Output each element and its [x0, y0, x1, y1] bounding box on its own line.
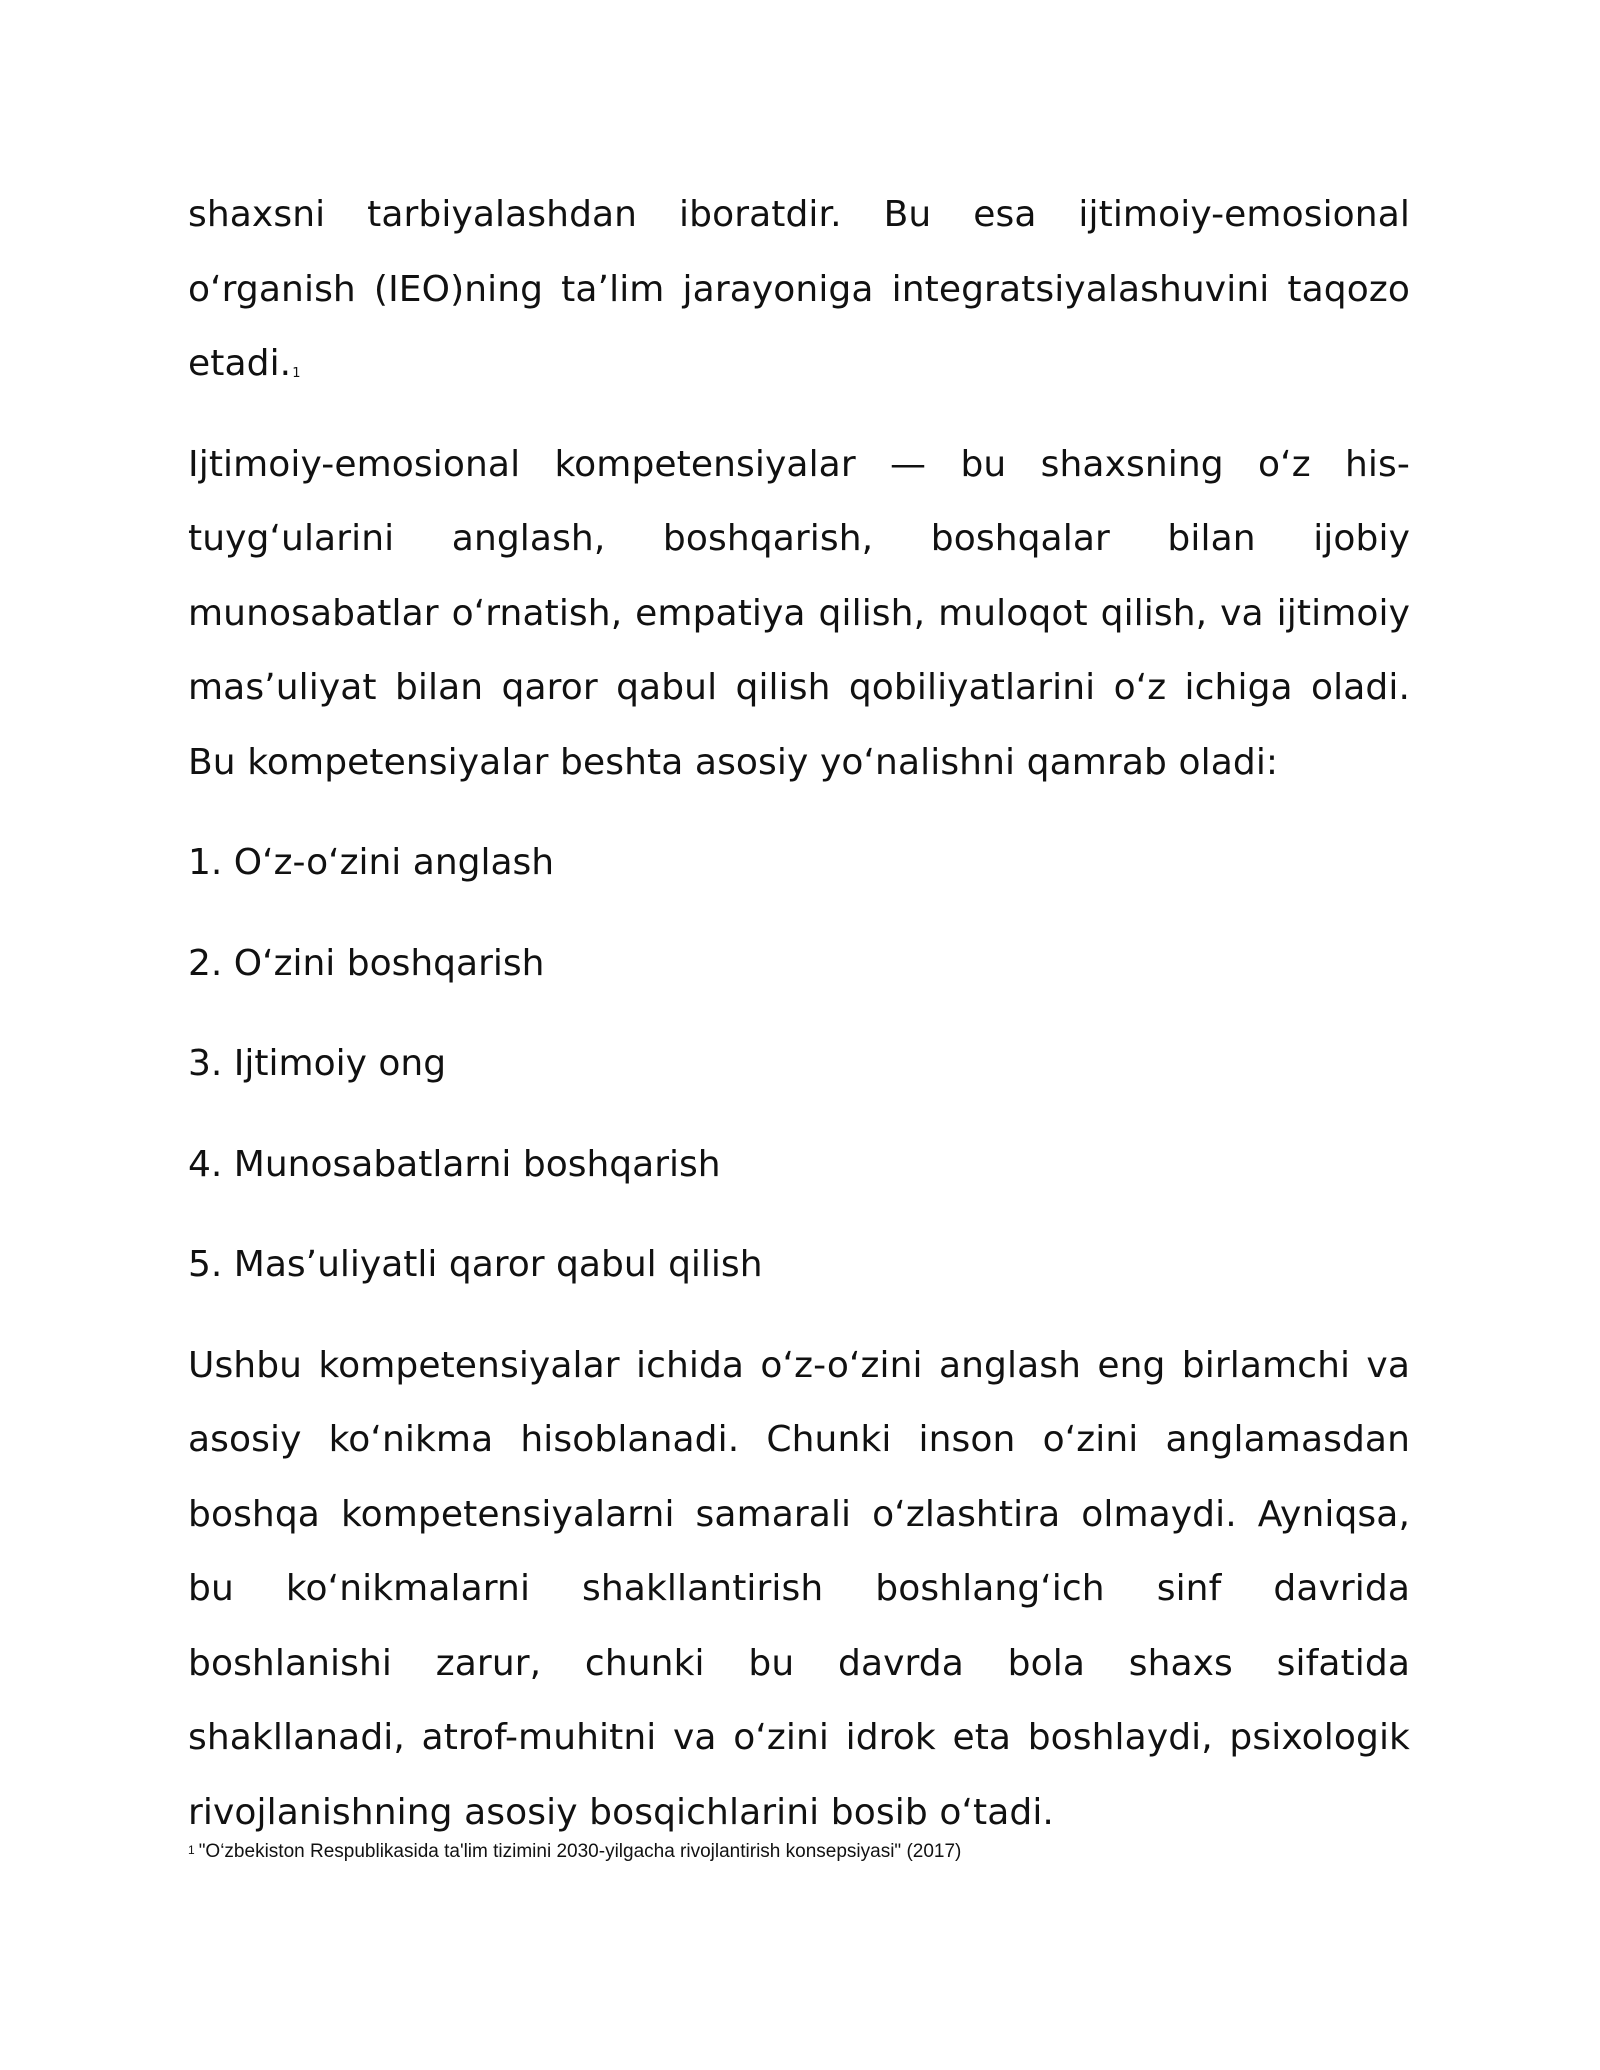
document-page [188, 178, 1410, 1876]
paragraph-intro [188, 178, 1410, 402]
list-item: 3. Ijtimoiy ong [188, 1043, 447, 1084]
list-item: 5. Mas’uliyatli qaror qabul qilish [188, 1244, 763, 1285]
list-item: 2. O‘zini boshqarish [188, 942, 545, 984]
footnote [188, 1838, 961, 1866]
footnote-text: "O‘zbekiston Respublikasida ta'lim tizimini 2030-yilgacha rivojlantirish konsepsiyasi" (2017) [198, 1841, 962, 1862]
paragraph-intro-text: shaxsni tarbiyalashdan iboratdir. Bu esa ijtimoiy-emosional o‘rganish (IEO)ning ta’lim jarayoniga integratsiyalashuvini taqozo etadi. [188, 194, 1410, 384]
list-item: 4. Munosabatlarni boshqarish [188, 1143, 721, 1185]
paragraph-conclusion: Ushbu kompetensiyalar ichida o‘z-o‘zini anglash eng birlamchi va asosiy ko‘nikma hisoblanadi. Chunki inson o‘zini anglamasdan boshqa kompetensiyalarni samarali o‘zlashtira olmaydi. Ayniqsa, bu ko‘nikmalarni shakllantirish boshlang‘ich sinf davrida boshlanishi zarur, chunki bu davrda bola shaxs sifatida shakllanadi, atrof-muhitni va o‘zini idrok eta boshlaydi, psixologik rivojlanishning asosiy bosqichlarini bosib o‘tadi. [188, 1344, 1410, 1833]
footnote-reference[interactable]: 1 [292, 366, 301, 381]
list-item: 1. O‘z-o‘zini anglash [188, 842, 555, 883]
competency-list [188, 826, 1410, 1303]
paragraph-definition: Ijtimoiy-emosional kompetensiyalar — bu shaxsning o‘z his-tuyg‘ularini anglash, boshqarish, boshqalar bilan ijobiy munosabatlar o‘rnatish, empatiya qilish, muloqot qilish, va ijtimoiy mas’uliyat bilan qaror qabul qilish qobiliyatlarini o‘z ichiga oladi. Bu kompetensiyalar beshta asosiy yo‘nalishni qamrab oladi: [188, 443, 1410, 783]
footnote-number: 1 [188, 1843, 195, 1857]
